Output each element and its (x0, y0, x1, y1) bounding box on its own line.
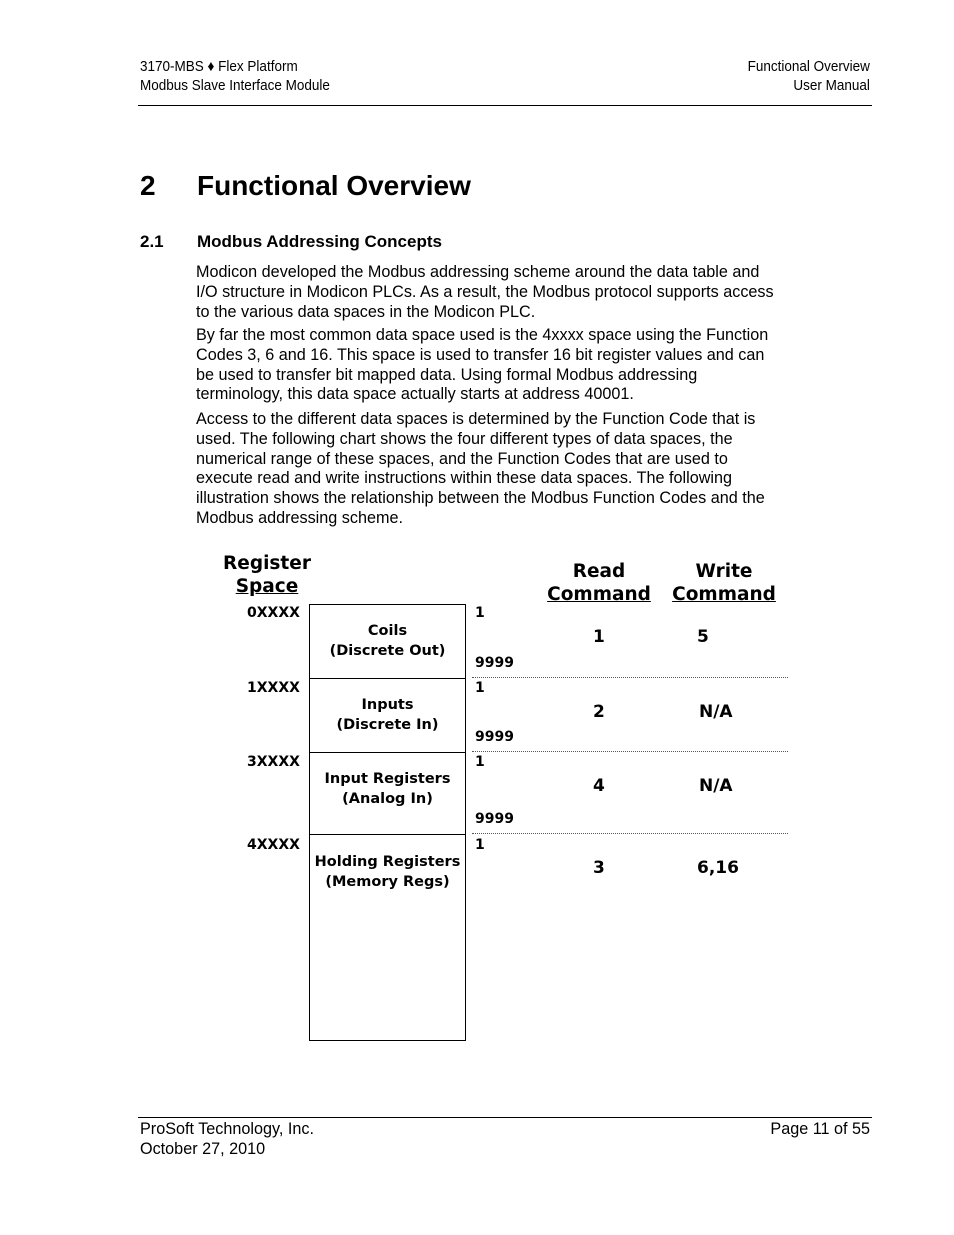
range-start: 1 (475, 605, 485, 621)
paragraph-line: I/O structure in Modicon PLCs. As a result, the Modbus protocol supports access (196, 282, 774, 301)
address-label: 1XXXX (247, 680, 300, 696)
write-code: N/A (699, 702, 733, 722)
register-label-line: Coils (367, 623, 408, 639)
register-label-line: (Analog In) (342, 791, 433, 807)
subsection-number: 2.1 (140, 232, 164, 251)
read-code: 4 (593, 776, 605, 796)
paragraph-line: be used to transfer bit mapped data. Using formal Modbus addressing (196, 365, 698, 384)
register-label-line: (Discrete In) (336, 717, 439, 733)
header-line: Write (695, 561, 753, 582)
publication-date: October 27, 2010 (140, 1139, 266, 1158)
paragraph-line: Access to the different data spaces is determined by the Function Code that is (196, 410, 756, 428)
row-separator (472, 751, 788, 752)
read-command-header (545, 560, 653, 606)
paragraph-line: Modbus addressing scheme. (196, 508, 403, 527)
paragraph-line: By far the most common data space used is the 4xxxx space using the Function (196, 326, 769, 344)
paragraph-line: used. The following chart shows the four different types of data spaces, the (196, 429, 733, 448)
product-name: 3170-MBS ♦ Flex Platform (140, 58, 298, 75)
read-code: 2 (593, 702, 605, 722)
footer-divider (138, 1117, 872, 1118)
range-start: 1 (475, 754, 485, 770)
register-label (309, 621, 466, 661)
range-end: 9999 (475, 729, 514, 745)
register-space-header (222, 552, 312, 598)
chapter-name: Functional Overview (747, 58, 870, 75)
header-line: Command (672, 584, 776, 605)
row-separator (472, 833, 788, 834)
write-command-header (670, 560, 778, 606)
range-end: 9999 (475, 655, 514, 671)
read-code: 1 (593, 627, 605, 647)
address-label: 3XXXX (247, 754, 300, 770)
range-end: 9999 (475, 811, 514, 827)
section-number: 2 (140, 170, 156, 201)
paragraph-line: terminology, this data space actually starts at address 40001. (196, 385, 634, 404)
register-label (309, 769, 466, 809)
paragraph-line: Modicon developed the Modbus addressing scheme around the data table and (196, 263, 760, 281)
paragraph-line: illustration shows the relationship between the Modbus Function Codes and the (196, 489, 765, 508)
read-code: 3 (593, 858, 605, 878)
write-code: 6,16 (697, 858, 739, 878)
row-separator (472, 677, 788, 678)
header-line: Read (572, 561, 626, 582)
register-label (309, 695, 466, 735)
header-line: Register (223, 553, 311, 574)
register-label-line: Holding Registers (314, 854, 461, 870)
address-label: 4XXXX (247, 837, 300, 853)
header-line: Space (235, 576, 299, 597)
write-code: 5 (697, 627, 709, 647)
address-label: 0XXXX (247, 605, 300, 621)
subsection-title: Modbus Addressing Concepts (197, 232, 442, 251)
write-code: N/A (699, 776, 733, 796)
register-label-line: (Memory Regs) (325, 874, 450, 890)
register-label-line: Input Registers (324, 771, 451, 787)
page-number: Page 11 of 55 (770, 1120, 870, 1138)
register-label-line: Inputs (361, 697, 414, 713)
section-title: Functional Overview (197, 170, 471, 201)
paragraph-line: to the various data spaces in the Modicon PLC. (196, 302, 536, 321)
register-label (309, 852, 466, 892)
range-start: 1 (475, 680, 485, 696)
company-name: ProSoft Technology, Inc. (140, 1120, 314, 1138)
module-name: Modbus Slave Interface Module (140, 77, 330, 94)
footer-left (140, 1120, 314, 1159)
paragraph-line: execute read and write instructions within these data spaces. The following (196, 469, 732, 488)
register-label-line: (Discrete Out) (329, 643, 446, 659)
header-line: Command (547, 584, 651, 605)
document-type: User Manual (793, 77, 870, 94)
range-start: 1 (475, 837, 485, 853)
paragraph-line: numerical range of these spaces, and the Function Codes that are used to (196, 449, 728, 468)
paragraph-line: Codes 3, 6 and 16. This space is used to transfer 16 bit register values and can (196, 345, 765, 364)
